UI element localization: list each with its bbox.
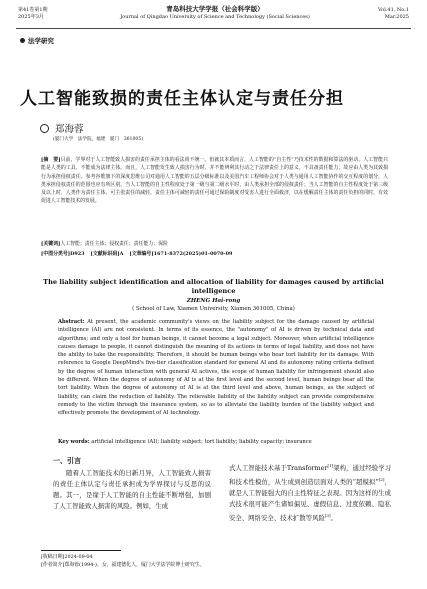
date-cn: 2025年3月 — [18, 14, 44, 20]
english-keywords-text: artificial intelligence (AI); liability subject; tort liability; liability capacity; insurance — [91, 439, 312, 445]
intro-left-column — [53, 455, 211, 512]
doc-code: [文献标识码]A — [90, 251, 124, 257]
intro-right-text-a: 式人工智能技术基于Transformer — [229, 464, 328, 473]
keywords-cn — [41, 240, 388, 248]
affiliation: (厦门大学 法学院，福建 厦门 361005) — [53, 137, 144, 142]
english-abstract-label: Abstract: — [58, 319, 85, 325]
journal-name-cn: 青岛科技大学学报（社会科学版） — [166, 5, 264, 13]
keywords-label: [关键词] — [41, 241, 61, 247]
english-author: ZHENG Hai-rong — [186, 298, 241, 304]
english-keywords-label: Key words: — [58, 439, 90, 445]
received-date: [收稿日期]2024-09-04 — [41, 554, 93, 560]
author-name: 郑海蓉 — [55, 124, 84, 135]
keywords-text: 人工智能；责任主体；侵权责任；责任能力；保险 — [60, 241, 168, 247]
citation-3: [3] — [324, 513, 331, 519]
paper-title: 人工智能致损的责任主体认定与责任分担 — [20, 89, 344, 109]
circle-icon — [40, 124, 49, 133]
english-affiliation: ( School of Law, Xiamen University, Xiamen 361005, China) — [132, 306, 295, 312]
header-left — [18, 7, 78, 21]
english-keywords — [58, 438, 374, 446]
header-rule — [16, 28, 411, 29]
english-abstract — [58, 318, 374, 418]
english-title: The liability subject identification and allocation of liability for damages caused by artificial intelligence — [43, 278, 384, 295]
intro-right-column — [229, 460, 391, 524]
journal-header — [95, 5, 335, 21]
volume-issue-cn: 第41卷第1期 — [18, 7, 48, 13]
article-number: [文章编号]1671-8372(2025)01-0070-09 — [129, 251, 233, 257]
footnote-rule — [41, 550, 121, 551]
header-right — [349, 7, 409, 21]
journal-name-en: Journal of Qingdao University of Science and Technology (Social Sciences) — [120, 14, 310, 20]
intro-heading: 一、引言 — [53, 456, 81, 465]
citation-2: [2] — [378, 477, 385, 483]
english-abstract-text: At present, the academic community's views on the liability subject for the damage caused by artificial intelligence (AI) are not consistent. In terms of its essence, the "autonomy" of AI is driven by technical data and algorithms; and only a tool for human beings, it cannot become a legal subject. Moreover, when artificial intelligence causes damage to people, it cannot distinguish the meaning of its actions in terms of legal liability, and does not have the ability to take the responsibility. Therefore, it should be human beings who bear tort liability for its damage. With reference to Google DeepMind's five-tier classification standard for general AI and its autonomy rating criteria defined by the degree of human interaction with general AI actives, the scope of human liability for infringement should also be different. When the degree of autonomy of AI is at the first level and the second level, human beings bear all the tort liability. When the degree of autonomy of AI is at the third level and above, human beings, as the subject of liability, can claim the reduction of liability. The relievable liability of the liability subject can provide comprehensive remedy to the victim through the insurance system, so as to alleviate the liability burden of the liability subject and effectively promote the development of AI technology. — [58, 319, 374, 417]
abstract-text: 目前，学界对于人工智能致人损害的责任承担主体的看法尚不统一。但就其本质而言，人工智能的“自主性”乃技术性的数据和算法的驱动，人工智能只能是人类的工具，不能成为法律主体。而且，人工智能发生致人损害行为时，并不能辨利其行动之于法律责任上的意义，不具备责任能力，故应由人类为其致损行为承担侵权责任。参考谷歌旗下的深度思维公司对通用人工智能的五层分级标准以及美国汽车工程师协会对于人类与通用人工智能协作的交互程度的划分，人类承担侵权责任的范围也应有所区别。当人工智能的自主性程度处于第一级与第二级水平时，由人类承担全部的侵权责任；当人工智能的自主性程度处于第三级及以上时，人类作为责任主体，可主张责任的减轻。责任主体可减轻的责任可通过保险制度对受害人进行全面救济，以在缓解责任主体的责任负担的同时，有效促进人工智能技术的发展。 — [41, 157, 388, 205]
date-en: Mar.2025 — [384, 14, 409, 20]
abstract-cn — [41, 156, 388, 206]
author-bio: [作者简介]郑海蓉(1994-)，女，福建德化人，厦门大学法学院博士研究生。 — [41, 562, 205, 568]
section-label — [20, 36, 54, 45]
classification-codes — [41, 250, 388, 258]
intro-left-text: 随着人工智能技术的日新月异，人工智能致人损害的责任主体认定与责任承担成为学界探讨与反思的议题。其一，是缘于人工智能的自主性能不断增强，加剧了人工智能致人损害的风险。例如，生成 — [53, 469, 211, 510]
citation-1: [1] — [327, 463, 334, 468]
abstract-label: [摘 要] — [41, 157, 61, 163]
clc-code: [中图分类号]D923 — [41, 251, 85, 257]
bullet-icon — [20, 38, 25, 43]
footnotes — [41, 553, 381, 569]
volume-issue-en: Vol.41, No.1 — [378, 7, 409, 13]
intro-right-text-c: ，就是人工智能强大的自主性特征之表现。因为这样的生成式技术很可能产生诸如偏见、虚假信息、过度依赖、隐私安全、网络安全、技术扩散等风险 — [229, 478, 391, 523]
author-line — [40, 121, 84, 135]
intro-right-text-d: 。 — [330, 514, 337, 523]
section-text: 法学研究 — [28, 37, 54, 45]
intro-right-text-b: 架构，通过经验学习和技术性模仿，从生成到创造层面对人类的“超模拟” — [229, 464, 392, 487]
